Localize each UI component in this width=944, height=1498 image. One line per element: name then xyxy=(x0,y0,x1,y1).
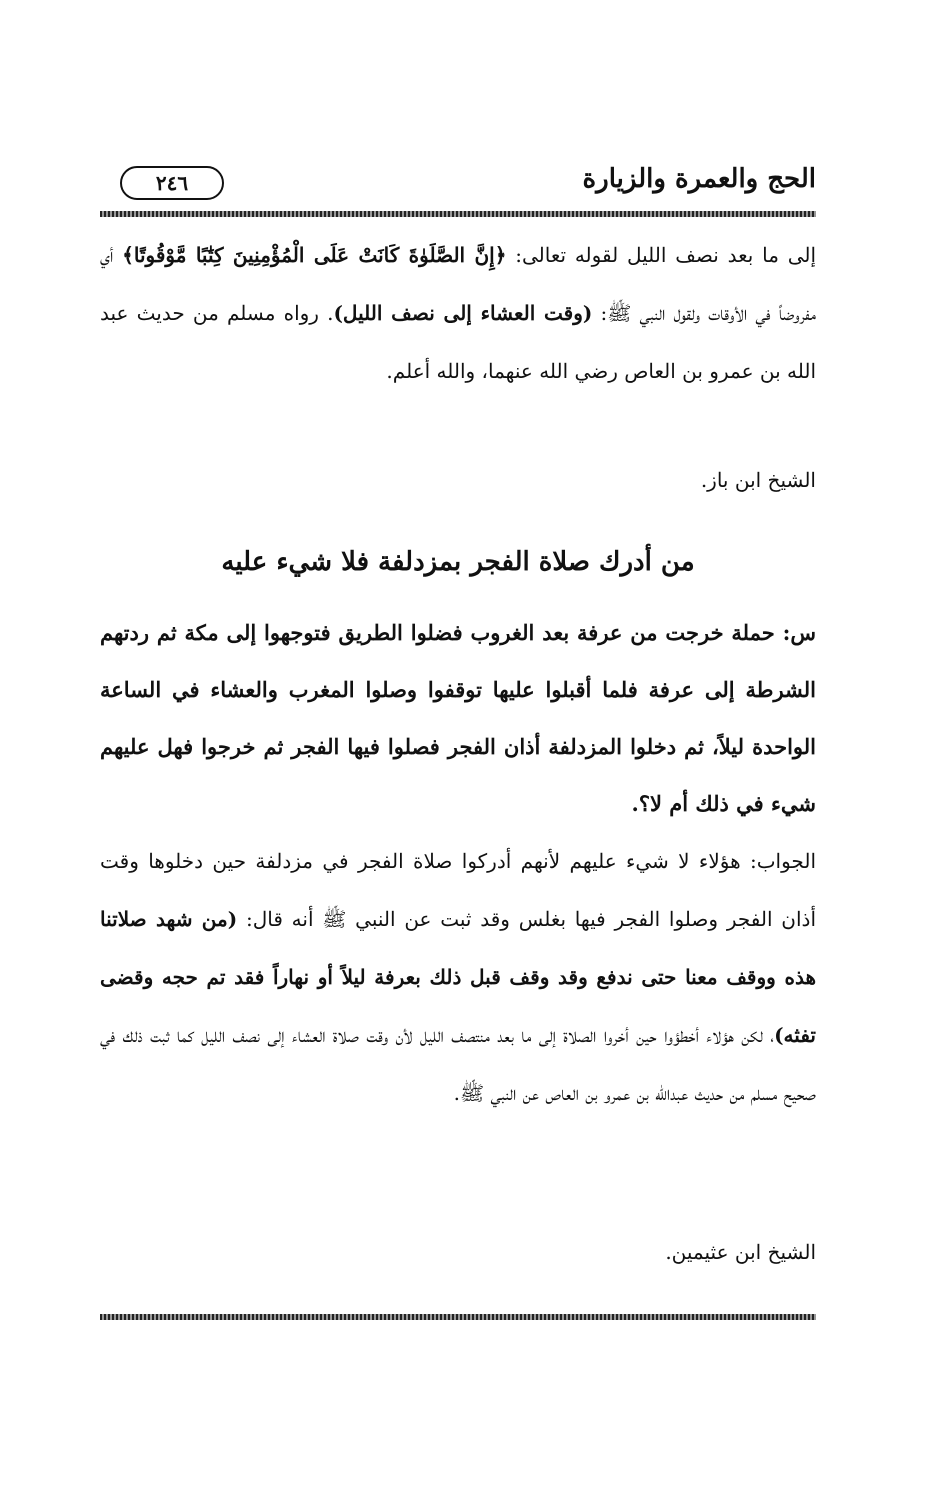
footer-divider xyxy=(100,1314,816,1320)
page-number-badge: ٢٤٦ xyxy=(120,166,224,200)
answer-text: الجواب: هؤلاء لا شيء عليهم لأنهم أدركوا صلاة الفجر في مزدلفة حين دخلوها وقت أذان الفجر وصلوا الفجر فيها بغلس وقد ثبت عن النبي ﷺ أنه قال: xyxy=(100,849,816,931)
hadith-quote: (وقت العشاء إلى نصف الليل) xyxy=(333,301,593,325)
signature-ibn-baz: الشيخ ابن باز. xyxy=(700,468,816,492)
answer-paragraph xyxy=(100,832,816,1122)
quran-verse: ﴿إِنَّ الصَّلَوٰةَ كَانَتْ عَلَى الْمُؤْمِنِينَ كِتَٰبًا مَّوْقُوتًا﴾ xyxy=(122,243,507,267)
paragraph-text: أي مفروضاً في الأوقات ولقول النبي ﷺ: xyxy=(100,243,816,325)
section-heading: من أدرك صلاة الفجر بمزدلفة فلا شيء عليه xyxy=(221,547,695,577)
fatwa-paragraph-continued xyxy=(100,226,816,400)
paragraph-text: إلى ما بعد نصف الليل لقوله تعالى: xyxy=(506,243,817,267)
header-divider xyxy=(100,211,816,217)
running-title: الحج والعمرة والزيارة xyxy=(582,164,816,194)
page-header xyxy=(100,158,816,206)
answer-text: ، لكن هؤلاء أخطؤوا حين أخروا الصلاة إلى ما بعد منتصف الليل لأن وقت صلاة العشاء إلى نصف الليل كما ثبت ذلك في صحيح مسلم من حديث عبدالله بن عمرو بن العاص عن النبي ﷺ. xyxy=(100,1023,816,1105)
signature-ibn-uthaymin: الشيخ ابن عثيمين. xyxy=(665,1240,816,1264)
hadith-quote: (من شهد صلاتنا هذه ووقف معنا حتى ندفع وقد وقف قبل ذلك بعرفة ليلاً أو نهاراً فقد تم حجه وقضى تفثه) xyxy=(100,907,816,1047)
paragraph-text: . رواه مسلم من حديث عبد الله بن عمرو بن العاص رضي الله عنهما، والله أعلم. xyxy=(100,301,816,383)
question-paragraph: س: حملة خرجت من عرفة بعد الغروب فضلوا الطريق فتوجهوا إلى مكة ثم ردتهم الشرطة إلى عرفة فلما أقبلوا عليها توقفوا وصلوا المغرب والعشاء في الساعة الواحدة ليلاً، ثم دخلوا المزدلفة أذان الفجر فصلوا فيها الفجر ثم خرجوا فهل عليهم شيء في ذلك أم لا؟. xyxy=(100,620,816,816)
